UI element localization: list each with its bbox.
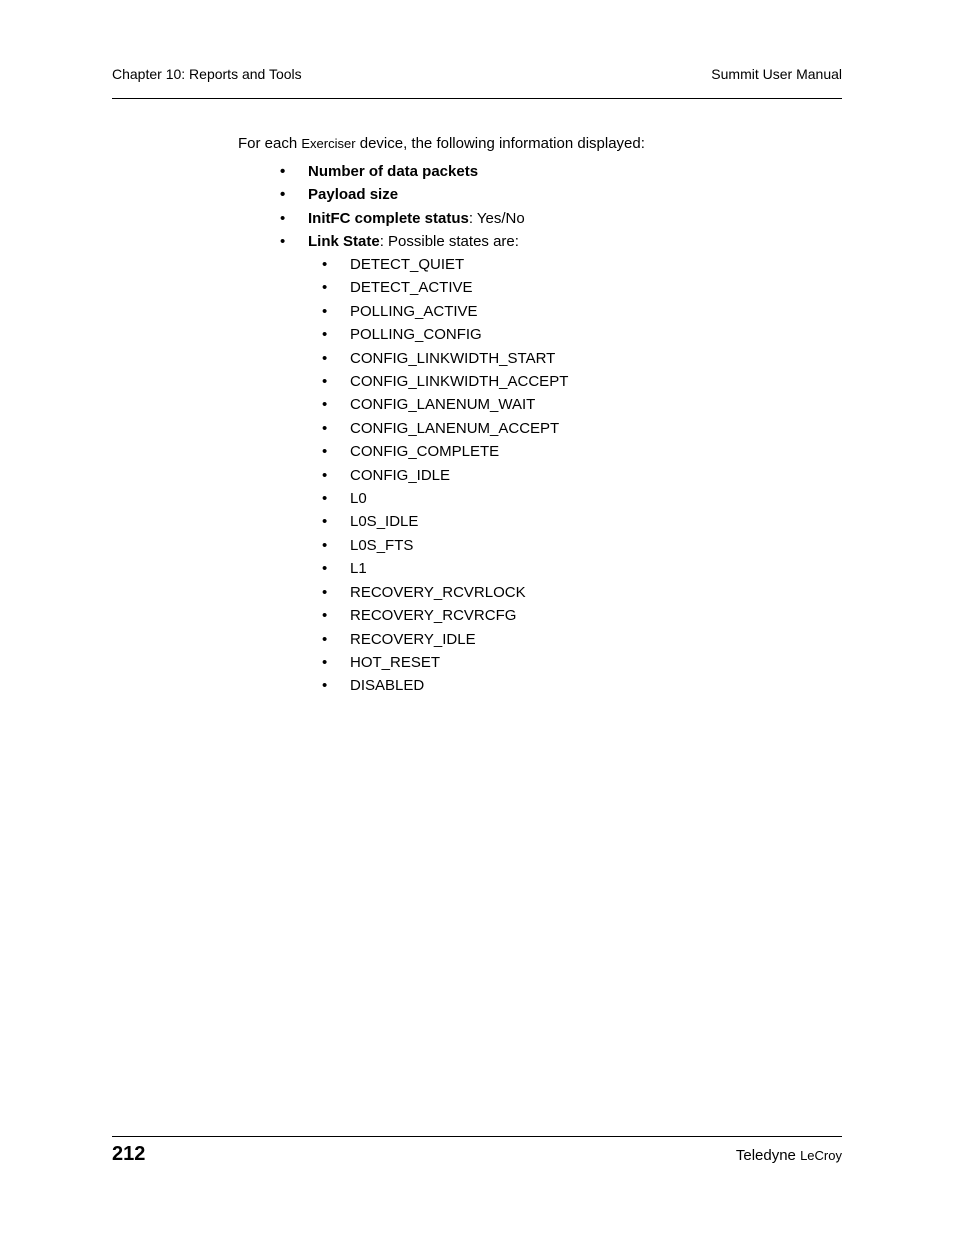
link-state-label: POLLING_ACTIVE [350,302,478,320]
link-state-label: DISABLED [350,677,425,695]
link-state-label: CONFIG_COMPLETE [350,443,500,461]
bullet: • [322,466,328,484]
item-value: : Yes/No [468,209,525,227]
bullet: • [280,209,286,227]
item-label: Payload size [308,186,399,204]
bullet: • [322,279,328,297]
bullet: • [322,607,328,625]
link-state-label: CONFIG_LINKWIDTH_START [350,349,556,367]
header-rule [112,98,842,99]
item-value: : Possible states are: [379,232,519,250]
bullet: • [322,443,328,461]
link-state-label: POLLING_CONFIG [350,326,482,344]
link-state-label: DETECT_QUIET [350,256,465,273]
running-header-chapter: Chapter 10: Reports and Tools [112,66,302,82]
bullet: • [322,513,328,531]
running-header-manual-title: Summit User Manual [711,66,842,82]
bullet: • [322,302,328,320]
footer-company-second: LeCroy [800,1148,842,1163]
bullet: • [322,349,328,367]
bullet: • [322,419,328,437]
link-state-label: CONFIG_LINKWIDTH_ACCEPT [350,373,569,391]
intro-paragraph [238,135,645,153]
bullet: • [322,536,328,554]
link-state-label: RECOVERY_RCVRCFG [350,607,517,625]
footer-company-first: Teledyne [735,1147,801,1164]
bullet: • [322,677,328,695]
bullet: • [322,373,328,391]
link-state-label: L0S_IDLE [350,513,419,531]
intro-text-after: device, the following information displayed: [355,135,645,152]
item-label: Number of data packets [308,163,479,180]
bullet: • [280,163,286,180]
bullet: • [280,186,286,204]
link-state-label: L1 [350,560,367,578]
footer-rule [112,1136,842,1137]
item-label: InitFC complete status [308,209,469,227]
intro-text-before: For each [238,135,302,152]
bullet: • [322,630,328,648]
link-state-label: L0S_FTS [350,536,414,554]
bullet: • [322,560,328,578]
intro-device-word: Exerciser [301,136,356,151]
link-state-label: HOT_RESET [350,653,441,671]
link-state-label: CONFIG_LANENUM_WAIT [350,396,536,414]
link-state-label: RECOVERY_RCVRLOCK [350,583,526,601]
link-state-label: DETECT_ACTIVE [350,279,473,297]
link-state-label: CONFIG_IDLE [350,466,451,484]
bullet: • [322,256,328,273]
link-state-label: L0 [350,490,367,508]
bullet: • [322,653,328,671]
bullet: • [322,326,328,344]
bullet: • [322,583,328,601]
footer-company [736,1147,842,1165]
bullet: • [322,490,328,508]
item-label: Link State [308,232,380,250]
link-state-label: RECOVERY_IDLE [350,630,476,648]
bullet: • [322,396,328,414]
link-state-label: CONFIG_LANENUM_ACCEPT [350,419,560,437]
page-number: 212 [112,1143,146,1165]
bullet: • [280,232,286,250]
